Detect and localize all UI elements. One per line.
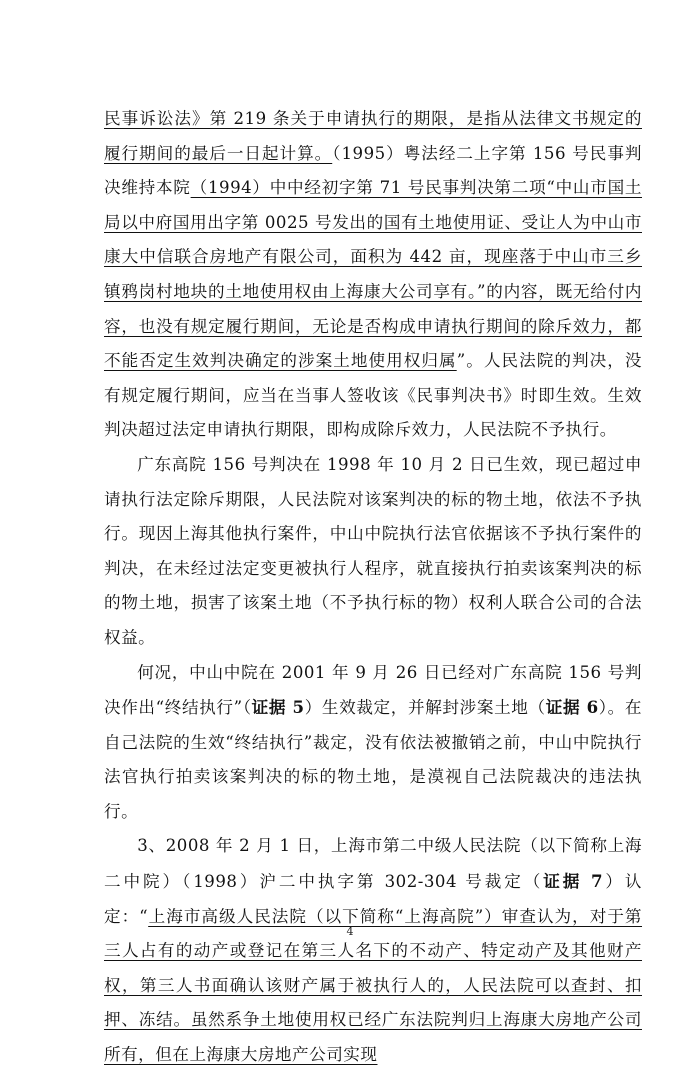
text-run: 3、2008 年 2 月 1 日，上海市第二中级人民法院（以下简称上海二中院）（1998）沪二中执字第 302-304 号裁定（	[104, 836, 642, 892]
text-run: （1995）粤法经二上字第 156 号民事判决维持本院	[104, 143, 643, 198]
paragraph-1	[104, 102, 642, 448]
text-run: 何况，中山中院在 2001 年 9 月 26 日已经对广东高院 156 号判决作出“终结执行”（	[104, 662, 642, 718]
page-number: 4	[346, 925, 354, 938]
text-run: ）生效裁定，并解封涉案土地（	[304, 698, 546, 718]
text-run: 民事诉讼法》第 219 条关于申请执行的期限，是指从法律文书规定的履行期间的最后一日起计算。	[104, 109, 642, 163]
evidence-reference: 证据 5	[251, 697, 305, 718]
text-run: ）。在自己法院的生效“终结执行”裁定，没有依法被撤销之前，中山中院执行法官执行拍卖该案判决的标的物土地，是漠视自己法院裁决的违法执行。	[104, 698, 642, 821]
paragraph-4	[104, 829, 642, 1072]
text-run: ）认定：“	[104, 872, 643, 926]
paragraph-2	[104, 448, 642, 656]
paragraph-3	[104, 656, 642, 830]
text-run: ”。人民法院的判决，没有规定履行期间，应当在当事人签收该《民事判决书》时即生效。生效判决超过法定申请执行期限，即构成除斥效力，人民法院不予执行。	[104, 351, 643, 440]
evidence-reference: 证据 6	[545, 697, 599, 718]
text-run: 广东高院 156 号判决在 1998 年 10 月 2 日已生效，现已超过申请执行法定除斥期限，人民法院对该案判决的标的物土地，依法不予执行。现因上海其他执行案件，中山中院执行法官依据该不予执行案件的判决，在未经过法定变更被执行人程序，就直接执行拍卖该案判决的标的物土地，损害了该案土地（不予执行标的物）权利人联合公司的合法权益。	[104, 454, 642, 647]
text-run: （1994）中中经初字第 71 号民事判决第二项“中山市国土局以中府国用出字第 0025 号发出的国有土地使用证、受让人为中山市康大中信联合房地产有限公司，面积为 442 亩，现座落于中山市三乡镇鸦岗村地块的土地使用权由上海康大公司享有。”的内容，既无给付内容，也没有规定履行期间，无论是否构成申请执行期间的除斥效力，都不能否定生效判决确定的涉案土地使用权归属	[104, 178, 642, 371]
evidence-reference: 证据 7	[543, 871, 603, 892]
text-run: 上海市高级人民法院（以下简称“上海高院”）审查认为，对于第三人占有的动产或登记在第三人名下的不动产、特定动产及其他财产权，第三人书面确认该财产属于被执行人的，人民法院可以查封、扣押、冻结。虽然系争土地使用权已经广东法院判归上海康大房地产公司所有，但在上海康大房地产公司实现	[104, 906, 643, 1065]
